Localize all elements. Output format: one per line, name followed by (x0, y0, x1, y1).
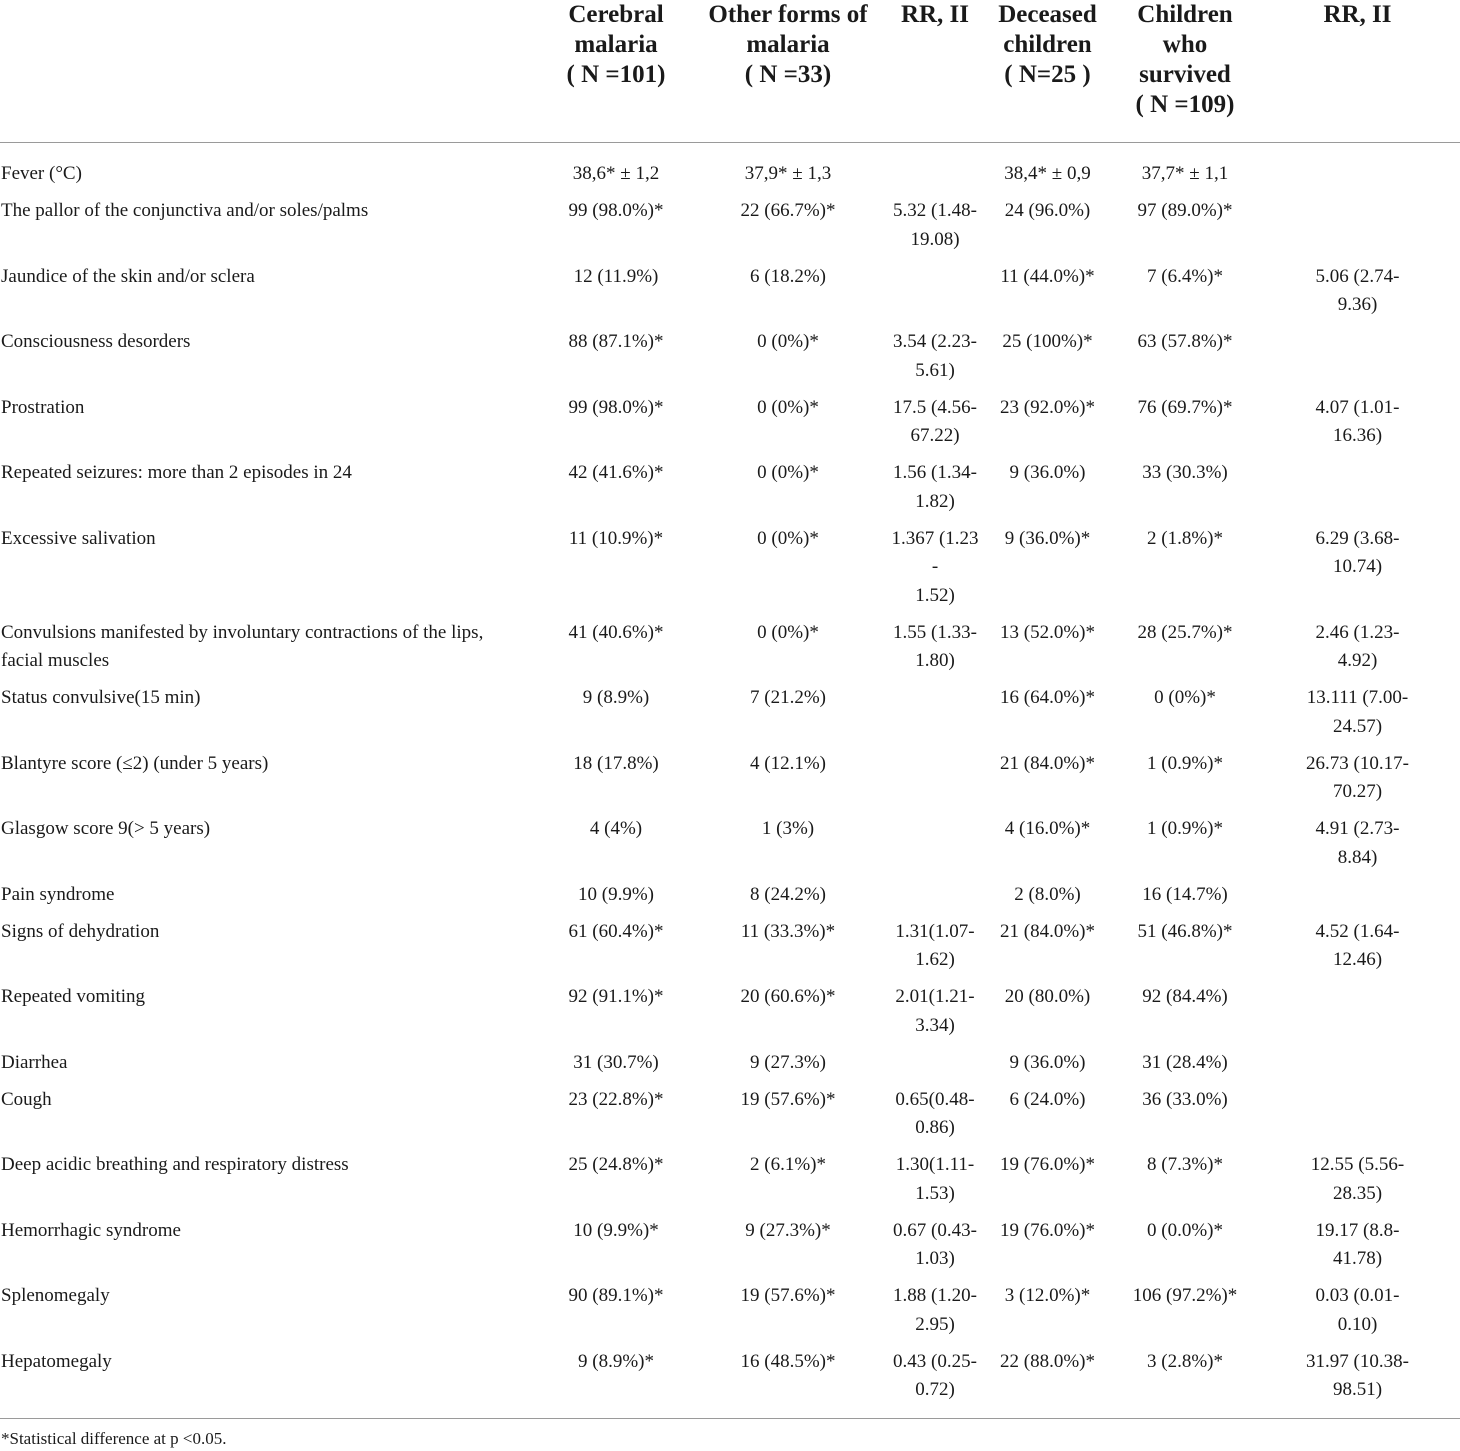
rr-line: 1.56 (1.34- (893, 462, 977, 483)
cell-rr-ii-2 (1255, 983, 1460, 1049)
rr-line: 1.367 (1.23- (891, 527, 979, 577)
cell-survived: 1 (0.9%)* (1147, 818, 1223, 839)
row-label: Glasgow score 9(> 5 years) (1, 818, 211, 839)
row-label: Hepatomegaly (1, 1350, 112, 1372)
cell-rr-ii-1 (890, 328, 980, 394)
cell-other-forms: 8 (24.2%) (750, 883, 826, 905)
row-label: Deep acidic breathing and respiratory distress (1, 1154, 349, 1175)
header-children-survived (1115, 0, 1255, 143)
header-other-forms (686, 0, 890, 143)
table-row (0, 1282, 1460, 1348)
rr-line: 4.91 (2.73- (1315, 818, 1400, 839)
rr-line: 4.92) (1337, 650, 1378, 671)
cell-other-forms: 11 (33.3%)* (740, 920, 836, 942)
table-row (0, 750, 1460, 816)
header-line: Other forms of (708, 1, 868, 28)
row-label: Fever (°C) (1, 163, 82, 184)
cell-cerebral-malaria: 23 (22.8%)* (568, 1088, 664, 1110)
row-label: Hemorrhagic syndrome (1, 1219, 181, 1241)
row-label: Repeated seizures: more than 2 episodes in 24 (1, 462, 352, 483)
cell-other-forms: 0 (0%)* (757, 621, 819, 643)
cell-rr-ii-2 (1255, 1282, 1460, 1348)
footnote: *Statistical difference at p <0.05. (1, 1428, 227, 1448)
rr-line: 2.95) (915, 1313, 955, 1335)
header-rr-ii-1 (890, 0, 980, 143)
cell-rr-ii-2 (1255, 750, 1460, 816)
table-row (0, 525, 1460, 619)
cell-cerebral-malaria: 90 (89.1%)* (568, 1285, 664, 1306)
cell-other-forms: 1 (3%) (761, 818, 815, 839)
cell-rr-ii-2 (1255, 1086, 1460, 1152)
cell-deceased: 24 (96.0%) (1004, 200, 1091, 221)
rr-line: 5.06 (2.74- (1315, 265, 1400, 287)
table-row (0, 1151, 1460, 1217)
cell-deceased: 3 (12.0%)* (1004, 1285, 1091, 1306)
cell-cerebral-malaria: 10 (9.9%)* (573, 1219, 659, 1241)
row-label: Consciousness desorders (1, 331, 191, 352)
cell-deceased: 13 (52.0%)* (1000, 621, 1095, 643)
cell-rr-ii-2 (1255, 1151, 1460, 1217)
cell-other-forms: 19 (57.6%)* (740, 1285, 836, 1306)
cell-rr-ii-1 (890, 394, 980, 460)
rr-line: 41.78) (1332, 1248, 1383, 1269)
rr-line: 0.43 (0.25- (893, 1350, 977, 1372)
rr-line: 1.82) (915, 490, 955, 512)
cell-other-forms: 22 (66.7%)* (740, 200, 836, 221)
cell-cerebral-malaria: 25 (24.8%)* (568, 1154, 664, 1175)
cell-survived: 7 (6.4%)* (1147, 265, 1223, 287)
cell-survived: 16 (14.7%) (1142, 883, 1228, 905)
table-row (0, 1049, 1460, 1086)
rr-line: 0.67 (0.43- (893, 1219, 977, 1241)
rr-line: 16.36) (1332, 425, 1383, 446)
header-line: children (1003, 31, 1092, 58)
rr-line: 0.72) (915, 1379, 955, 1400)
row-label: Cough (1, 1088, 52, 1110)
table-row (0, 328, 1460, 394)
header-line: Cerebral (568, 1, 664, 28)
rr-line: 10.74) (1332, 556, 1383, 577)
header-line: RR, II (900, 1, 970, 28)
rr-line: 28.35) (1332, 1182, 1383, 1204)
rr-line: 1.30(1.11- (895, 1154, 975, 1175)
row-label: The pallor of the conjunctiva and/or soles/palms (1, 200, 369, 221)
rr-line: 19.08) (910, 228, 960, 250)
rr-line: 2.46 (1.23- (1315, 621, 1400, 643)
cell-rr-ii-2 (1255, 1049, 1460, 1086)
rr-line: 70.27) (1332, 781, 1383, 802)
cell-deceased: 25 (100%)* (1002, 331, 1093, 352)
cell-rr-ii-1 (890, 1348, 980, 1418)
rr-line: 1.53) (915, 1182, 955, 1204)
cell-other-forms: 2 (6.1%)* (750, 1154, 826, 1175)
cell-cerebral-malaria: 41 (40.6%)* (568, 621, 664, 643)
cell-deceased: 23 (92.0%)* (1000, 396, 1095, 418)
rr-line: 0.10) (1337, 1313, 1378, 1335)
rr-line: 17.5 (4.56- (893, 396, 977, 418)
cell-rr-ii-2 (1255, 619, 1460, 685)
cell-rr-ii-1 (890, 1282, 980, 1348)
cell-survived: 51 (46.8%)* (1137, 920, 1233, 942)
rr-line: 1.80) (915, 650, 955, 671)
rr-line: 1.88 (1.20- (893, 1285, 977, 1306)
cell-rr-ii-1 (890, 881, 980, 918)
cell-deceased: 19 (76.0%)* (1000, 1154, 1095, 1175)
rr-line: 3.34) (915, 1014, 955, 1036)
cell-rr-ii-1 (890, 459, 980, 525)
cell-rr-ii-1 (890, 263, 980, 329)
cell-rr-ii-2 (1255, 1348, 1460, 1418)
cell-rr-ii-2 (1255, 918, 1460, 984)
cell-survived: 36 (33.0%) (1142, 1088, 1228, 1110)
cell-other-forms: 37,9* ± 1,3 (744, 163, 832, 184)
cell-rr-ii-2 (1255, 815, 1460, 881)
table-row (0, 881, 1460, 918)
cell-survived: 3 (2.8%)* (1147, 1350, 1223, 1372)
cell-deceased: 9 (36.0%) (1009, 462, 1086, 483)
cell-rr-ii-1 (890, 197, 980, 263)
cell-rr-ii-1 (890, 619, 980, 685)
cell-cerebral-malaria: 61 (60.4%)* (568, 920, 664, 942)
header-line: Deceased (998, 1, 1097, 28)
cell-cerebral-malaria: 9 (8.9%)* (578, 1350, 654, 1372)
row-label: Pain syndrome (1, 883, 115, 905)
header-line: ( N=25 ) (1004, 61, 1091, 88)
cell-rr-ii-2 (1255, 263, 1460, 329)
cell-cerebral-malaria: 38,6* ± 1,2 (572, 163, 660, 184)
cell-rr-ii-2 (1255, 881, 1460, 918)
cell-cerebral-malaria: 99 (98.0%)* (568, 396, 664, 418)
cell-rr-ii-2 (1255, 459, 1460, 525)
table-row (0, 619, 1460, 685)
cell-rr-ii-2 (1255, 525, 1460, 619)
row-label: Signs of dehydration (1, 920, 160, 942)
rr-line: 0.86) (915, 1117, 955, 1138)
header-line: who (1162, 31, 1208, 58)
cell-survived: 28 (25.7%)* (1137, 621, 1233, 643)
cell-cerebral-malaria: 10 (9.9%) (578, 883, 654, 905)
row-label: Repeated vomiting (1, 986, 146, 1007)
cell-cerebral-malaria: 99 (98.0%)* (568, 200, 664, 221)
cell-rr-ii-1 (890, 525, 980, 619)
cell-deceased: 4 (16.0%)* (1004, 818, 1091, 839)
table-row (0, 815, 1460, 881)
cell-other-forms: 6 (18.2%) (750, 265, 826, 287)
rr-line: 0.03 (0.01- (1315, 1285, 1400, 1306)
cell-survived: 63 (57.8%)* (1137, 331, 1233, 352)
table-row (0, 197, 1460, 263)
cell-cerebral-malaria: 4 (4%) (589, 818, 643, 839)
cell-rr-ii-2 (1255, 197, 1460, 263)
rr-line: 1.55 (1.33- (893, 621, 977, 643)
cell-rr-ii-2 (1255, 143, 1460, 198)
cell-cerebral-malaria: 11 (10.9%)* (568, 527, 664, 549)
rr-line: 5.61) (915, 359, 955, 381)
header-deceased-children (980, 0, 1115, 143)
cell-survived: 0 (0%)* (1154, 687, 1216, 708)
cell-cerebral-malaria: 12 (11.9%) (573, 265, 659, 287)
row-label: Splenomegaly (1, 1285, 110, 1306)
row-label: Blantyre score (≤2) (under 5 years) (1, 752, 269, 774)
rr-line: 9.36) (1337, 294, 1378, 315)
rr-line: 24.57) (1332, 715, 1383, 737)
rr-line: 12.55 (5.56- (1310, 1154, 1405, 1175)
cell-other-forms: 0 (0%)* (757, 527, 819, 549)
cell-cerebral-malaria: 42 (41.6%)* (568, 462, 664, 483)
cell-rr-ii-1 (890, 1151, 980, 1217)
cell-deceased: 6 (24.0%) (1009, 1088, 1086, 1110)
cell-rr-ii-2 (1255, 684, 1460, 750)
row-label: Excessive salivation (1, 527, 156, 549)
cell-rr-ii-1 (890, 750, 980, 816)
row-label: Convulsions manifested by involuntary contractions of the lips, facial muscles (1, 621, 484, 671)
cell-deceased: 11 (44.0%)* (1000, 265, 1095, 287)
cell-rr-ii-2 (1255, 1217, 1460, 1283)
table-row (0, 1348, 1460, 1418)
rr-line: 4.07 (1.01- (1315, 396, 1400, 418)
rr-line: 1.31(1.07- (895, 920, 975, 942)
cell-rr-ii-2 (1255, 328, 1460, 394)
header-line: ( N =101) (566, 61, 666, 88)
rr-line: 12.46) (1332, 949, 1383, 970)
cell-deceased: 9 (36.0%)* (1004, 527, 1091, 549)
cell-other-forms: 20 (60.6%)* (740, 986, 836, 1007)
table-row (0, 983, 1460, 1049)
table-row (0, 918, 1460, 984)
cell-survived: 106 (97.2%)* (1132, 1285, 1238, 1306)
cell-cerebral-malaria: 18 (17.8%) (573, 752, 659, 774)
rr-line: 0.65(0.48- (895, 1088, 975, 1110)
row-label: Prostration (1, 396, 85, 418)
cell-other-forms: 7 (21.2%) (750, 687, 826, 708)
cell-rr-ii-1 (890, 1049, 980, 1086)
cell-deceased: 19 (76.0%)* (1000, 1219, 1095, 1241)
row-label: Diarrhea (1, 1051, 68, 1073)
cell-survived: 76 (69.7%)* (1137, 396, 1233, 418)
cell-deceased: 21 (84.0%)* (1000, 752, 1095, 774)
cell-survived: 97 (89.0%)* (1137, 200, 1233, 221)
cell-survived: 0 (0.0%)* (1147, 1219, 1223, 1241)
rr-line: 4.52 (1.64- (1315, 920, 1400, 942)
rr-line: 67.22) (910, 425, 960, 446)
header-line: Children (1137, 1, 1233, 28)
cell-survived: 33 (30.3%) (1142, 462, 1228, 483)
cell-rr-ii-2 (1255, 394, 1460, 460)
cell-other-forms: 0 (0%)* (757, 396, 819, 418)
header-cerebral-malaria (546, 0, 686, 143)
cell-deceased: 21 (84.0%)* (1000, 920, 1095, 942)
cell-deceased: 9 (36.0%) (1009, 1051, 1086, 1073)
cell-other-forms: 19 (57.6%)* (740, 1088, 836, 1110)
cell-deceased: 22 (88.0%)* (1000, 1350, 1095, 1372)
cell-other-forms: 4 (12.1%) (750, 752, 826, 774)
header-line: RR, II (1323, 1, 1392, 28)
rr-line: 13.111 (7.00- (1306, 687, 1409, 708)
cell-survived: 37,7* ± 1,1 (1141, 163, 1229, 184)
table-row (0, 1086, 1460, 1152)
cell-other-forms: 0 (0%)* (757, 331, 819, 352)
table-row (0, 143, 1460, 198)
cell-survived: 1 (0.9%)* (1147, 752, 1223, 774)
cell-deceased: 2 (8.0%) (1014, 883, 1081, 905)
table-row (0, 263, 1460, 329)
cell-other-forms: 16 (48.5%)* (740, 1350, 836, 1372)
cell-rr-ii-1 (890, 143, 980, 198)
header-variable (0, 0, 546, 143)
rr-line: 2.01(1.21- (895, 986, 975, 1007)
header-line: malaria (746, 31, 830, 58)
header-line: ( N =109) (1135, 91, 1235, 118)
cell-cerebral-malaria: 31 (30.7%) (573, 1051, 659, 1073)
header-row (0, 0, 1460, 143)
rr-line: 1.62) (915, 949, 955, 970)
cell-cerebral-malaria: 9 (8.9%) (582, 687, 650, 708)
rr-line: 1.03) (915, 1248, 955, 1269)
header-line: malaria (574, 31, 658, 58)
table-row (0, 684, 1460, 750)
header-line: ( N =33) (744, 61, 832, 88)
cell-survived: 8 (7.3%)* (1147, 1154, 1223, 1175)
rr-line: 8.84) (1337, 846, 1378, 868)
cell-survived: 2 (1.8%)* (1147, 527, 1223, 549)
rr-line: 98.51) (1332, 1379, 1383, 1400)
cell-rr-ii-1 (890, 1217, 980, 1283)
table-body (0, 143, 1460, 1418)
table-row (0, 1217, 1460, 1283)
cell-survived: 31 (28.4%) (1142, 1051, 1228, 1073)
cell-other-forms: 9 (27.3%) (750, 1051, 826, 1073)
cell-deceased: 20 (80.0%) (1004, 986, 1091, 1007)
cell-rr-ii-1 (890, 918, 980, 984)
cell-survived: 92 (84.4%) (1142, 986, 1228, 1007)
cell-rr-ii-1 (890, 815, 980, 881)
cell-cerebral-malaria: 92 (91.1%)* (568, 986, 664, 1007)
cell-rr-ii-1 (890, 983, 980, 1049)
table-row (0, 394, 1460, 460)
rr-line: 26.73 (10.17- (1306, 752, 1409, 774)
rr-line: 6.29 (3.68- (1315, 527, 1400, 549)
cell-deceased: 16 (64.0%)* (1000, 687, 1095, 708)
table-header (0, 0, 1460, 143)
rr-line: 1.52) (915, 584, 955, 606)
row-label: Status convulsive(15 min) (1, 687, 201, 708)
row-label: Jaundice of the skin and/or sclera (1, 265, 255, 287)
rr-line: 31.97 (10.38- (1306, 1350, 1409, 1372)
cell-rr-ii-1 (890, 684, 980, 750)
rr-line: 19.17 (8.8- (1315, 1219, 1400, 1241)
cell-cerebral-malaria: 88 (87.1%)* (568, 331, 664, 352)
table-row (0, 459, 1460, 525)
cell-deceased: 38,4* ± 0,9 (1004, 163, 1091, 184)
header-line: survived (1139, 61, 1231, 88)
header-rr-ii-2 (1255, 0, 1460, 143)
cell-rr-ii-1 (890, 1086, 980, 1152)
rr-line: 3.54 (2.23- (893, 331, 977, 352)
cell-other-forms: 9 (27.3%)* (745, 1219, 831, 1241)
cell-other-forms: 0 (0%)* (757, 462, 819, 483)
rr-line: 5.32 (1.48- (893, 200, 977, 221)
